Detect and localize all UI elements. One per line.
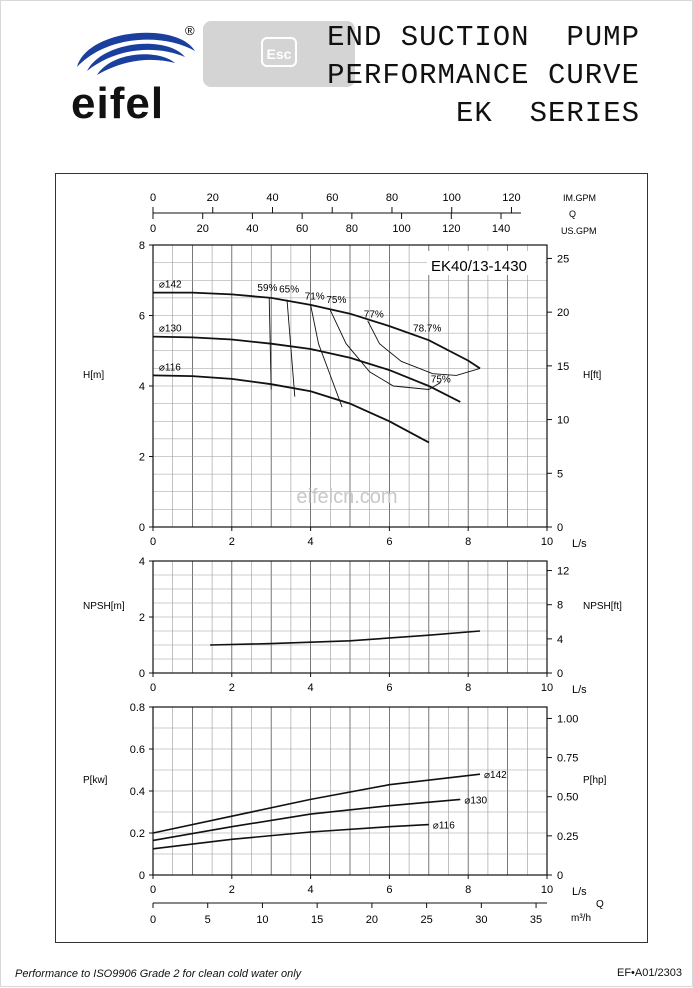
- usgpm-tick-label: 80: [345, 223, 358, 235]
- footer-code: EF•A01/2303: [616, 967, 682, 979]
- head-right-tick-label: 20: [557, 307, 570, 320]
- power-ytick-label: 0.8: [129, 702, 145, 714]
- title-line-3: EK SERIES: [455, 97, 640, 130]
- power-ytick-label: 0: [138, 870, 145, 882]
- head-ytick-label: 2: [138, 451, 145, 464]
- watermark: eifelcn.com: [296, 486, 398, 508]
- m3h-tick-label: 5: [204, 914, 211, 926]
- efficiency-label: 75%: [430, 374, 451, 386]
- power-curve-1: [153, 799, 460, 840]
- m3h-tick-label: 0: [149, 914, 157, 926]
- power-curve-label: ⌀116: [432, 820, 455, 832]
- head-flow-unit-label: L/s: [572, 538, 587, 550]
- m3h-tick-label: 20: [365, 914, 379, 926]
- gpm-tick-label: 60: [326, 192, 339, 204]
- npsh-right-tick-label: 12: [557, 565, 570, 578]
- head-xtick-label: 10: [540, 536, 554, 548]
- usgpm-unit-label: US.GPM: [561, 226, 597, 236]
- power-curve-label: ⌀130: [464, 795, 488, 807]
- power-flow-unit-label: L/s: [572, 886, 587, 898]
- head-ytick-label: 0: [138, 522, 145, 534]
- head-xtick-label: 8: [465, 536, 472, 548]
- head-right-tick-label: 15: [557, 360, 570, 373]
- head-right-tick-label: 5: [557, 468, 564, 481]
- npsh-flow-unit-label: L/s: [572, 684, 587, 696]
- efficiency-curve: [330, 310, 440, 389]
- npsh-ytick-label: 0: [138, 668, 145, 680]
- efficiency-label: 59%: [257, 282, 278, 294]
- power-xtick-label: 6: [386, 884, 393, 896]
- power-xtick-label: 10: [540, 884, 554, 896]
- gpm-tick-label: 120: [502, 192, 521, 204]
- usgpm-tick-label: 140: [491, 223, 511, 235]
- gpm-tick-label: 20: [206, 192, 219, 204]
- head-xtick-label: 6: [386, 536, 393, 548]
- power-right-tick-label: 0.75: [557, 752, 579, 765]
- head-curve-label: ⌀142: [158, 279, 182, 291]
- npsh-right-axis-label: NPSH[ft]: [583, 601, 622, 612]
- power-right-axis-label: P[hp]: [583, 775, 607, 786]
- m3h-tick-label: 35: [529, 914, 543, 926]
- m3h-tick-label: 25: [420, 914, 433, 926]
- npsh-xtick-label: 2: [228, 682, 235, 694]
- power-curve-label: ⌀142: [484, 770, 507, 782]
- brand-name: eifel: [71, 79, 165, 128]
- gpm-tick-label: 80: [385, 192, 399, 204]
- power-xtick-label: 0: [149, 884, 157, 896]
- title-line-1: END SUCTION PUMP: [327, 21, 640, 54]
- head-right-axis-label: H[ft]: [583, 370, 602, 381]
- npsh-right-tick-label: 4: [557, 633, 564, 646]
- head-curve-1: [153, 337, 460, 402]
- usgpm-tick-label: 0: [149, 223, 157, 235]
- power-curve-0: [153, 774, 480, 833]
- usgpm-tick-label: 120: [442, 223, 461, 235]
- efficiency-label: 71%: [304, 291, 325, 303]
- head-left-axis-label: H[m]: [83, 370, 105, 381]
- power-right-tick-label: 0.25: [557, 830, 579, 843]
- m3h-unit-label: m³/h: [571, 913, 591, 924]
- usgpm-tick-label: 60: [296, 223, 309, 235]
- npsh-xtick-label: 6: [386, 682, 393, 694]
- head-right-tick-label: 10: [557, 414, 570, 427]
- head-curve-label: ⌀116: [158, 362, 181, 374]
- npsh-right-tick-label: 8: [557, 599, 564, 612]
- npsh-ytick-label: 4: [138, 556, 145, 568]
- title-line-2: PERFORMANCE CURVE: [327, 59, 640, 92]
- head-right-tick-label: 25: [557, 253, 570, 266]
- performance-chart: [1, 1, 693, 988]
- footer-note: Performance to ISO9906 Grade 2 for clean cold water only: [15, 968, 302, 980]
- npsh-right-tick-label: 0: [557, 668, 564, 680]
- power-ytick-label: 0.4: [129, 786, 145, 798]
- efficiency-label: 75%: [326, 295, 347, 307]
- head-curve-label: ⌀130: [158, 323, 182, 335]
- power-ytick-label: 0.2: [129, 828, 145, 840]
- npsh-ytick-label: 2: [138, 612, 145, 624]
- gpm-tick-label: 0: [149, 192, 157, 204]
- power-right-tick-label: 0: [557, 870, 564, 882]
- head-xtick-label: 2: [228, 536, 235, 548]
- gpm-tick-label: 100: [442, 192, 461, 204]
- power-xtick-label: 4: [307, 884, 314, 896]
- model-label: EK40/13-1430: [431, 258, 527, 275]
- head-ytick-label: 8: [138, 240, 145, 252]
- usgpm-tick-label: 20: [196, 223, 209, 235]
- usgpm-tick-label: 100: [392, 223, 411, 235]
- efficiency-curve: [311, 305, 343, 407]
- npsh-xtick-label: 4: [307, 682, 314, 694]
- head-xtick-label: 4: [307, 536, 314, 548]
- npsh-xtick-label: 0: [149, 682, 157, 694]
- npsh-xtick-label: 8: [465, 682, 472, 694]
- npsh-xtick-label: 10: [540, 682, 554, 694]
- power-xtick-label: 2: [228, 884, 235, 896]
- m3h-tick-label: 30: [475, 914, 488, 926]
- bottom-q-label: Q: [596, 899, 604, 910]
- esc-key-hint[interactable]: Esc: [261, 37, 297, 67]
- efficiency-label: 78.7%: [413, 323, 442, 335]
- head-ytick-label: 6: [138, 310, 145, 323]
- top-q-label: Q: [569, 209, 577, 219]
- usgpm-tick-label: 40: [246, 223, 259, 235]
- power-ytick-label: 0.6: [129, 744, 145, 756]
- head-right-tick-label: 0: [557, 522, 564, 534]
- npsh-left-axis-label: NPSH[m]: [83, 601, 125, 612]
- gpm-tick-label: 40: [266, 192, 279, 204]
- efficiency-label: 77%: [363, 309, 384, 321]
- m3h-tick-label: 15: [311, 914, 324, 926]
- power-right-tick-label: 1.00: [557, 713, 579, 726]
- power-left-axis-label: P[kw]: [83, 775, 108, 786]
- power-xtick-label: 8: [465, 884, 472, 896]
- head-xtick-label: 0: [149, 536, 157, 548]
- gpm-unit-label: IM.GPM: [563, 193, 596, 203]
- power-right-tick-label: 0.50: [557, 791, 579, 804]
- registered-mark: ®: [185, 23, 195, 38]
- npsh-curve: [210, 631, 480, 645]
- efficiency-label: 65%: [279, 284, 300, 296]
- head-ytick-label: 4: [138, 381, 145, 393]
- m3h-tick-label: 10: [256, 914, 269, 926]
